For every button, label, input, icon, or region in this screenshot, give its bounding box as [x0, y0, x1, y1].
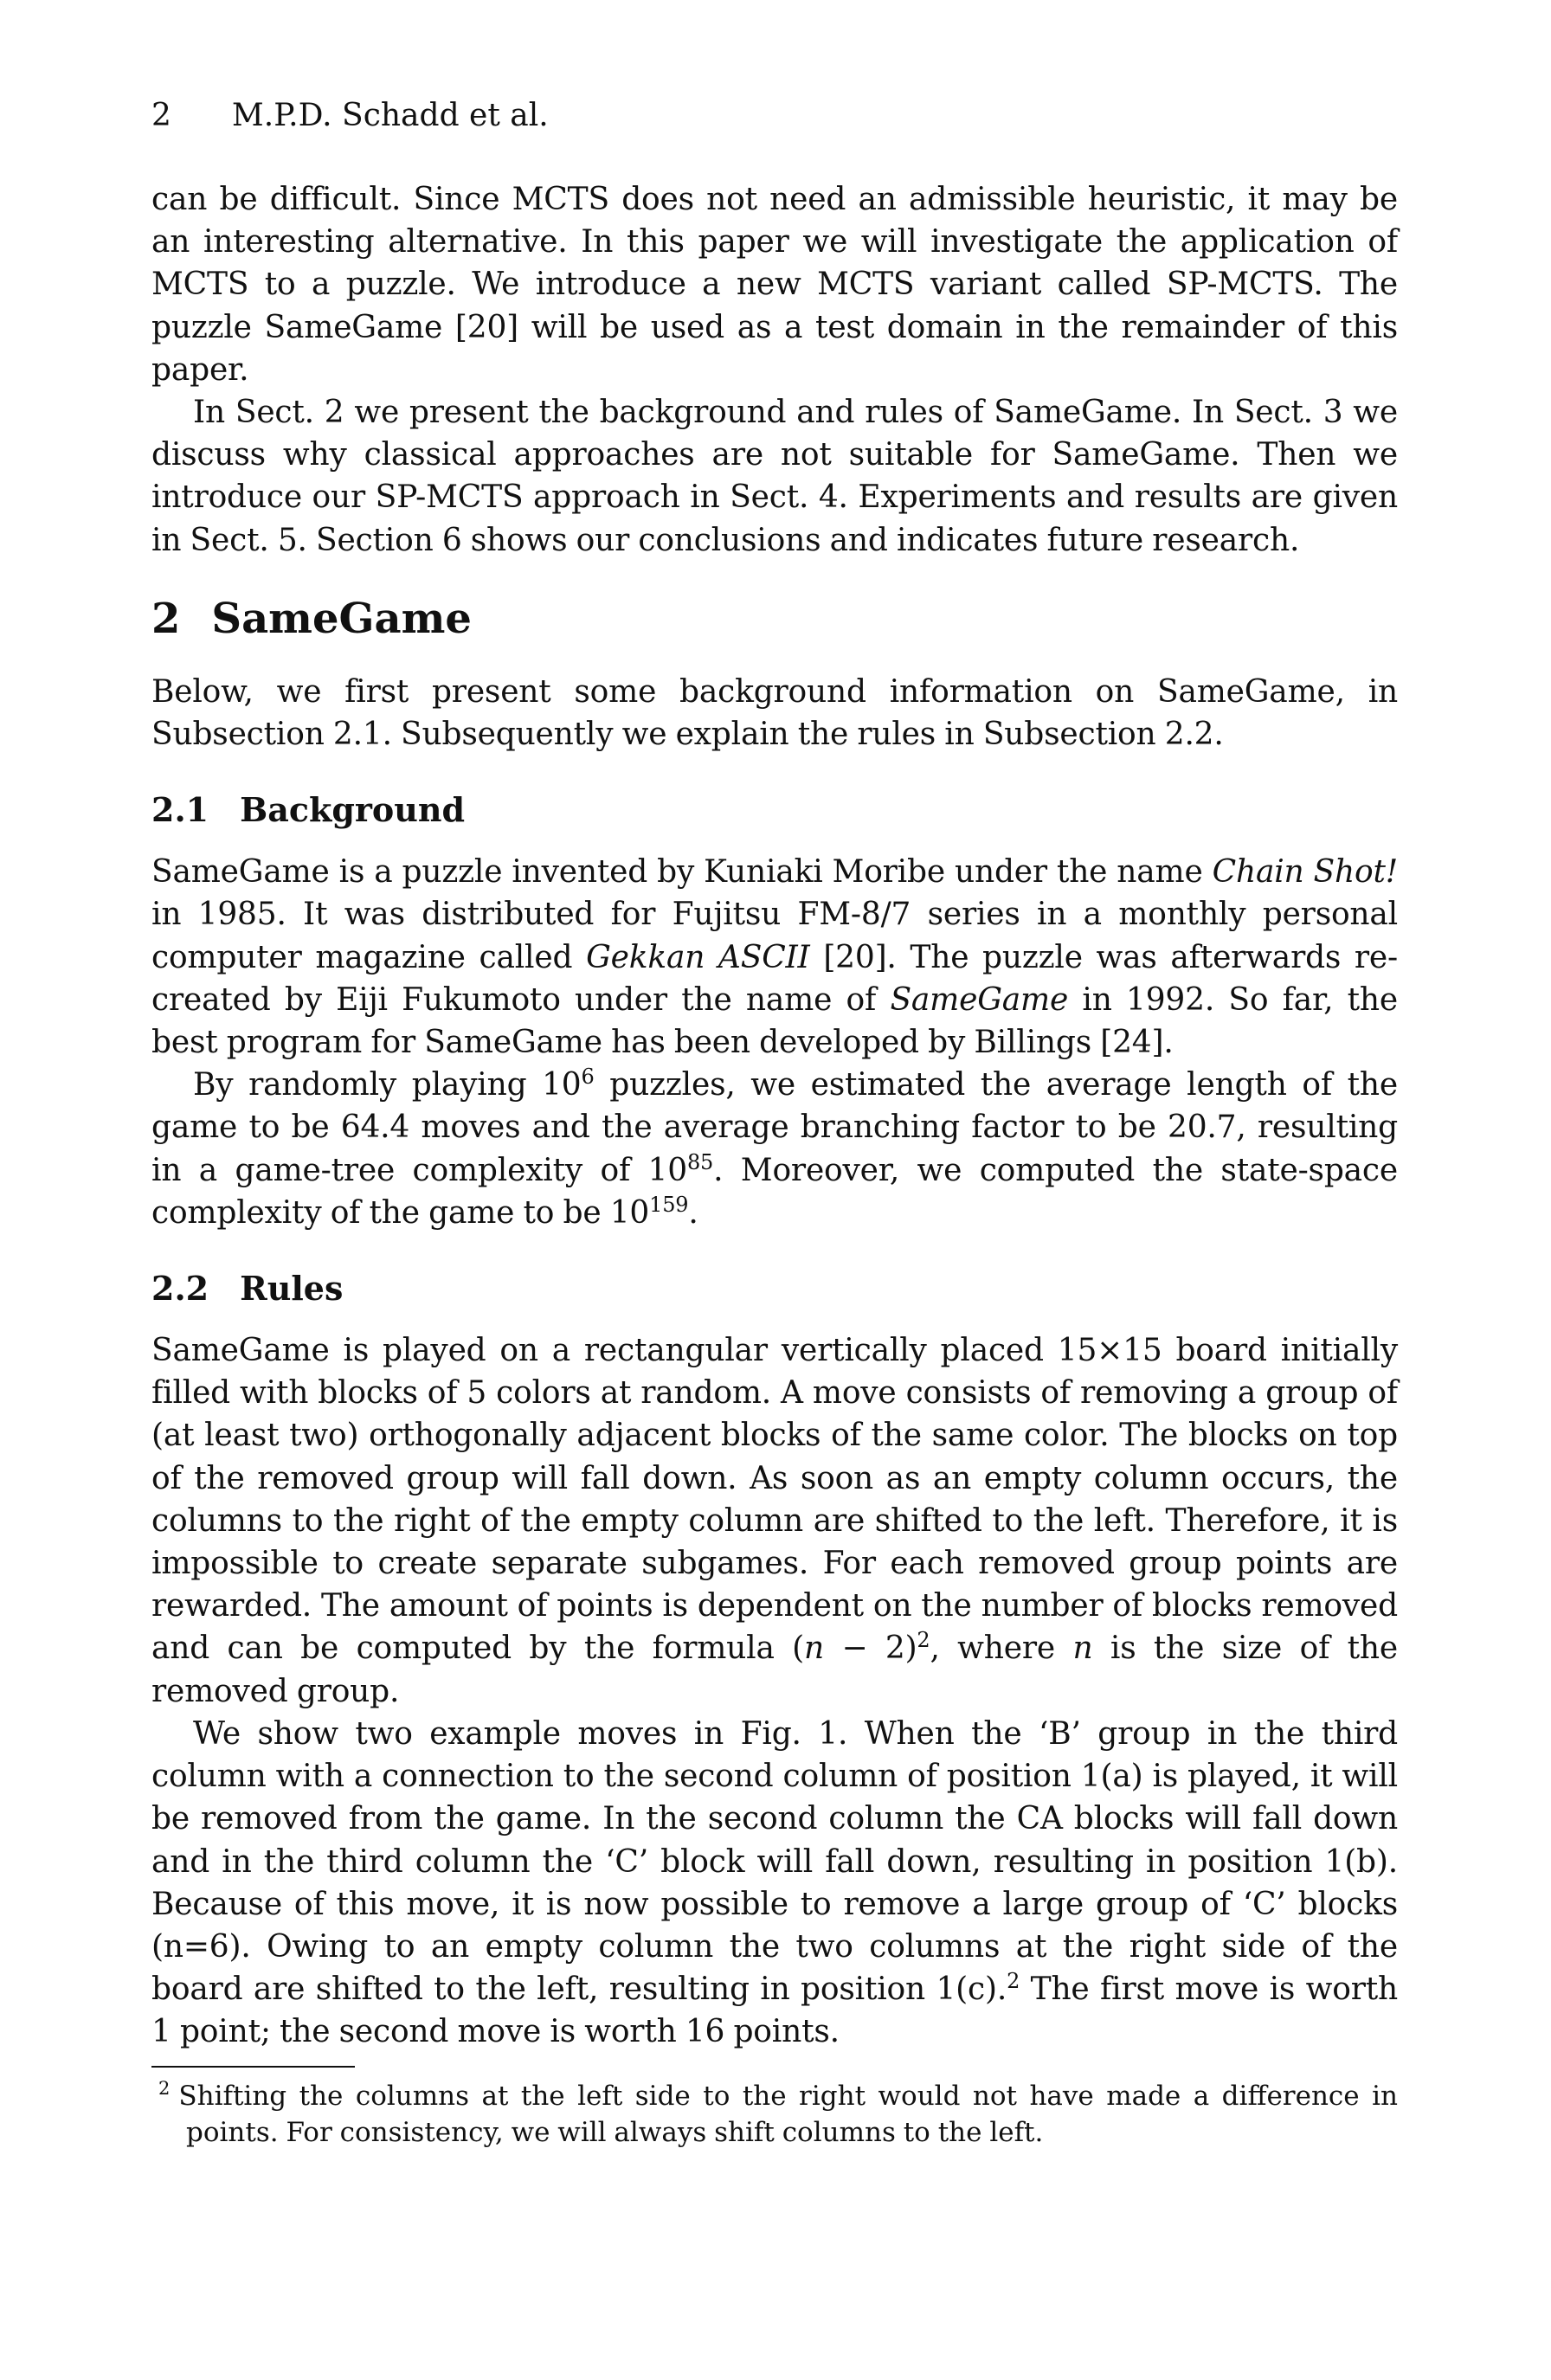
math-variable: n — [804, 1631, 825, 1667]
intro-paragraph-1: can be difficult. Since MCTS does not need an admissible heuristic, it may be an interesting alternative. In this paper we will investigate the application of MCTS to a puzzle. We introduce a new MCTS variant called SP-MCTS. The puzzle SameGame [20] will be used as a test domain in the remainder of this paper. — [151, 182, 1398, 388]
running-head — [151, 95, 1398, 137]
game-name-chain-shot: Chain Shot! — [1212, 854, 1398, 891]
background-paragraph-2: By randomly playing $10^6$ puzzles, we estimated the average length of the game to be 64.4 moves and the average branching factor to be 20.7, resulting in a game-tree complexity of $10^{85}$. Moreover, we computed the state-space complexity of the game to be $10^{159}$. — [151, 1065, 1399, 1231]
section-title: SameGame — [211, 594, 472, 643]
subsection-heading-background — [151, 788, 1398, 832]
section-number: 2 — [151, 594, 181, 643]
rules-paragraph-2: We show two example moves in Fig. 1. When the ‘B’ group in the third column with a connection to the second column of position 1(a) is played, it will be removed from the game. In the second column the CA blocks will fall down and in the third column the ‘C’ block will fall down, resulting in position 1(b). Because of this move, it is now possible to remove a large group of ‘C’ blocks (n=6). Owing to an empty column the two columns at the right side of the board are shifted to the left, resulting in position 1(c).$^2$ The first move is worth 1 point; the second move is worth 16 points. — [151, 1715, 1398, 2050]
running-head-authors: M.P.D. Schadd et al. — [231, 98, 549, 133]
page-number: 2 — [151, 98, 171, 133]
exponent: 6 — [581, 1065, 595, 1090]
background-paragraph-1: SameGame is a puzzle invented by Kuniaki Moribe under the name Chain Shot! in 1985. It was distributed for Fujitsu FM-8/7 series in a monthly personal computer magazine called Gekkan ASCII [20]. The puzzle was afterwards re-created by Eiji Fukumoto under the name of SameGame in 1992. So far, the best program for SameGame has been developed by Billings [24]. — [151, 854, 1398, 1061]
footnote-marker: 2 — [158, 2078, 171, 2100]
exponent: 2 — [917, 1628, 930, 1653]
footnote-reference: 2 — [1007, 1969, 1020, 1994]
magazine-name: Gekkan ASCII — [586, 939, 810, 975]
section-heading — [151, 593, 1398, 645]
exponent: 85 — [686, 1149, 714, 1174]
game-name-samegame: SameGame — [890, 981, 1069, 1018]
math-variable: n — [1072, 1631, 1093, 1667]
subsection-title: Rules — [240, 1269, 344, 1309]
footnote-divider — [151, 2066, 355, 2068]
paper-page — [151, 95, 1398, 2151]
section-intro-paragraph: Below, we first present some background information on SameGame, in Subsection 2.1. Subsequently we explain the rules in Subsection 2.2. — [151, 673, 1398, 753]
rules-paragraph-1: SameGame is played on a rectangular vertically placed 15×15 board initially filled with blocks of 5 colors at random. A move consists of removing a group of (at least two) orthogonally adjacent blocks of the same color. The blocks on top of the removed group will fall down. As soon as an empty column occurs, the columns to the right of the empty column are shifted to the left. Therefore, it is impossible to create separate subgames. For each removed group points are rewarded. The amount of points is dependent on the number of blocks removed and can be computed by the formula $(n - 2)^2$, where n is the size of the removed group. — [151, 1333, 1398, 1709]
subsection-heading-rules — [151, 1267, 1398, 1310]
subsection-title: Background — [240, 790, 466, 830]
exponent: 159 — [649, 1192, 689, 1217]
intro-paragraph-2: In Sect. 2 we present the background and rules of SameGame. In Sect. 3 we discuss why classical approaches are not suitable for SameGame. Then we introduce our SP-MCTS approach in Sect. 4. Experiments and results are given in Sect. 5. Section 6 shows our conclusions and indicates future research. — [151, 395, 1398, 558]
subsection-number: 2.2 — [151, 1269, 209, 1309]
footnote — [151, 2078, 1398, 2151]
subsection-number: 2.1 — [151, 790, 209, 830]
footnote-text: Shifting the columns at the left side to the right would not have made a difference in points. For consistency, we will always shift columns to the left. — [178, 2080, 1398, 2148]
